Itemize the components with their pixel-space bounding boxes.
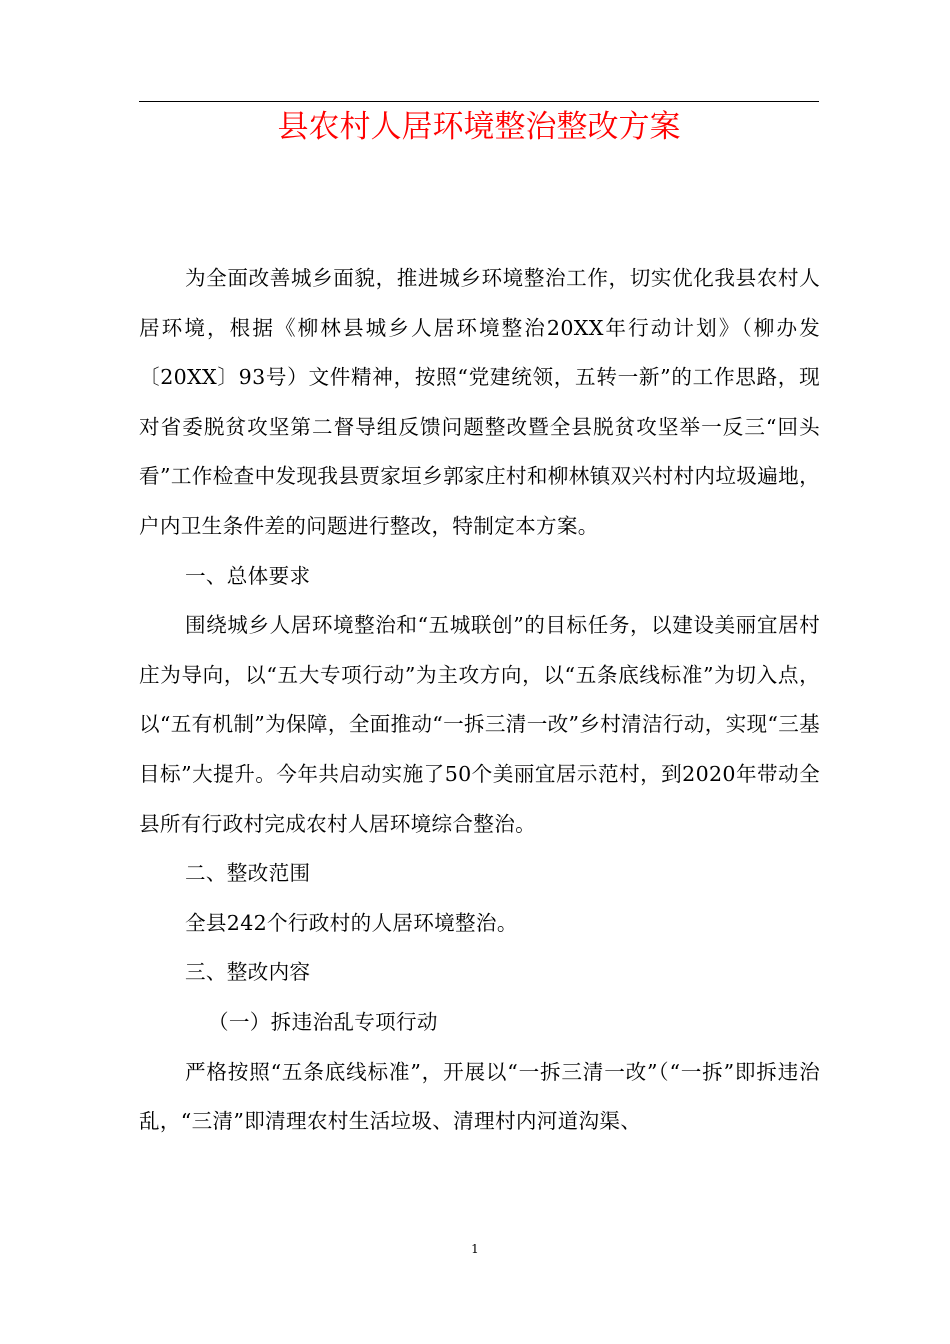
document-title: 县农村人居环境整治整改方案 <box>277 109 681 145</box>
section-heading-content: 三、整改内容 <box>185 960 311 985</box>
section-heading-scope: 二、整改范围 <box>185 861 311 886</box>
section-heading-general-requirements: 一、总体要求 <box>185 563 311 588</box>
demolition-paragraph: 严格按照“五条底线标准”，开展以“一拆三清一改”（“一拆”即拆违治乱，“三清”即清理农村生活垃圾、清理村内河道沟渠、 <box>139 1059 820 1134</box>
intro-paragraph: 为全面改善城乡面貌，推进城乡环境整治工作，切实优化我县农村人居环境，根据《柳林县城乡人居环境整治20XX年行动计划》（柳办发〔20XX〕93号）文件精神，按照“党建统领，五转一新”的工作思路，现对省委脱贫攻坚第二督导组反馈问题整改暨全县脱贫攻坚举一反三“回头看”工作检查中发现我县贾家垣乡郭家庄村和柳林镇双兴村村内垃圾遍地，户内卫生条件差的问题进行整改，特制定本方案。 <box>139 266 820 538</box>
page-number: 1 <box>471 1242 479 1256</box>
document-body <box>139 254 820 1147</box>
scope-paragraph: 全县242个行政村的人居环境整治。 <box>185 910 518 935</box>
subsection-heading-demolition: （一）拆违治乱专项行动 <box>208 1009 438 1034</box>
header-rule <box>139 101 819 102</box>
general-requirements-paragraph: 围绕城乡人居环境整治和“五城联创”的目标任务，以建设美丽宜居村庄为导向，以“五大专项行动”为主攻方向，以“五条底线标准”为切入点，以“五有机制”为保障，全面推动“一拆三清一改”乡村清洁行动，实现“三基目标”大提升。今年共启动实施了50个美丽宜居示范村，到2020年带动全县所有行政村完成农村人居环境综合整治。 <box>139 613 820 836</box>
